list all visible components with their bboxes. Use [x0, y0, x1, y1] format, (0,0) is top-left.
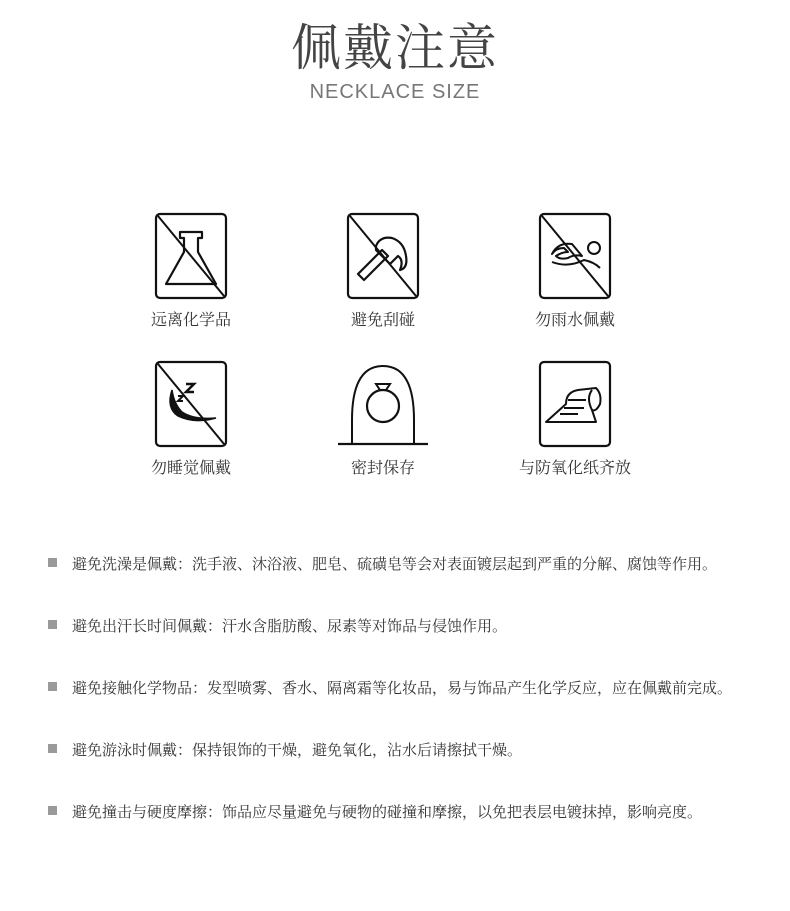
square-bullet-icon	[48, 744, 57, 753]
note-text: 避免游泳时佩戴：保持银饰的干燥，避免氧化，沾水后请擦拭干燥。	[72, 741, 523, 759]
page-subtitle: NECKLACE SIZE	[309, 81, 481, 103]
icon-label: 远离化学品	[150, 310, 231, 329]
note-item	[48, 738, 753, 762]
note-item	[48, 676, 753, 700]
page-title: 佩戴注意	[291, 19, 499, 77]
icon-cell-sealed	[308, 360, 458, 478]
icon-label: 与防氧化纸齐放	[518, 458, 631, 477]
icon-cell-chemicals	[116, 212, 266, 330]
note-text: 避免出汗长时间佩戴：汗水含脂肪酸、尿素等对饰品与侵蚀作用。	[72, 617, 508, 635]
square-bullet-icon	[48, 558, 57, 567]
no-hammer-icon	[346, 212, 420, 300]
icon-label: 勿睡觉佩戴	[150, 458, 231, 477]
note-text: 避免洗澡是佩戴：洗手液、沐浴液、肥皂、硫磺皂等会对表面镀层起到严重的分解、腐蚀等作用。	[72, 555, 718, 573]
square-bullet-icon	[48, 620, 57, 629]
no-swimming-icon	[538, 212, 612, 300]
icon-label: 避免刮碰	[350, 310, 415, 329]
note-text: 避免接触化学物品：发型喷雾、香水、隔离霜等化妆品，易与饰品产生化学反应，应在佩戴前完成。	[72, 679, 733, 697]
square-bullet-icon	[48, 682, 57, 691]
antioxidant-paper-icon	[538, 360, 612, 448]
note-item	[48, 800, 753, 824]
icon-cell-antioxidant-paper	[500, 360, 650, 478]
no-sleeping-icon	[154, 360, 228, 448]
icon-cell-sleeping	[116, 360, 266, 478]
icon-cell-hammer	[308, 212, 458, 330]
icon-label: 密封保存	[350, 458, 415, 477]
icon-label: 勿雨水佩戴	[534, 310, 615, 329]
note-text: 避免撞击与硬度摩擦：饰品应尽量避免与硬物的碰撞和摩擦，以免把表层电镀抹掉，影响亮度。	[72, 803, 703, 821]
square-bullet-icon	[48, 806, 57, 815]
sealed-ring-storage-icon	[338, 360, 428, 448]
no-chemicals-flask-icon	[154, 212, 228, 300]
icon-cell-swimming	[500, 212, 650, 330]
note-item	[48, 552, 753, 576]
note-item	[48, 614, 753, 638]
